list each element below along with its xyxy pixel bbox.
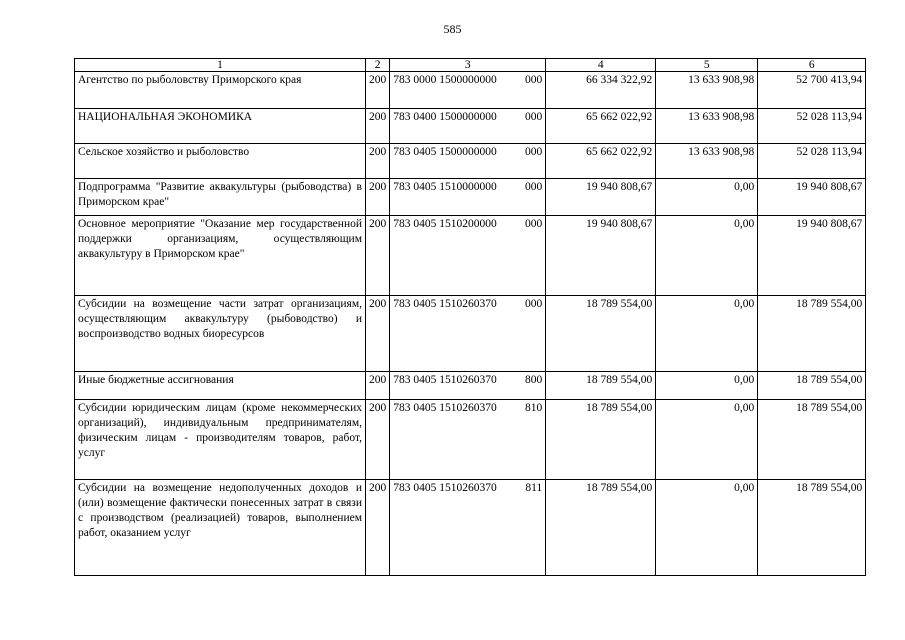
- row-amount-col6: 18 789 554,00: [758, 480, 866, 576]
- row-name: Иные бюджетные ассигнования: [75, 372, 366, 400]
- row-amount-col4: 66 334 322,92: [546, 72, 656, 109]
- row-classification-code: 783 0405 1510200000: [393, 218, 497, 230]
- row-budget-code: [390, 372, 546, 400]
- row-budget-code: [390, 216, 546, 296]
- row-expense-type: 000: [525, 218, 543, 230]
- row-amount-col5: 13 633 908,98: [656, 109, 758, 144]
- row-amount-col6: 52 028 113,94: [758, 144, 866, 179]
- row-name: Субсидии на возмещение недополученных доходов и (или) возмещение фактически понесенных затрат в связи с производством (реализацией) товаров, выполнением работ, оказанием услуг: [75, 480, 366, 576]
- table-row: [75, 72, 866, 109]
- row-name: НАЦИОНАЛЬНАЯ ЭКОНОМИКА: [75, 109, 366, 144]
- column-header-5: 5: [656, 59, 758, 72]
- row-amount-col6: 52 028 113,94: [758, 109, 866, 144]
- row-expense-type: 000: [525, 111, 543, 123]
- row-amount-col4: 19 940 808,67: [546, 179, 656, 216]
- row-name: Подпрограмма "Развитие аквакультуры (рыбоводства) в Приморском крае": [75, 179, 366, 216]
- row-name: Агентство по рыболовству Приморского края: [75, 72, 366, 109]
- row-code-200: 200: [366, 216, 390, 296]
- row-expense-type: 810: [525, 402, 543, 414]
- row-classification-code: 783 0405 1510260370: [393, 374, 497, 386]
- page-number: 585: [443, 22, 462, 36]
- row-amount-col5: 0,00: [656, 400, 758, 480]
- column-header-3: 3: [390, 59, 546, 72]
- row-expense-type: 000: [525, 74, 543, 86]
- row-amount-col5: 13 633 908,98: [656, 144, 758, 179]
- table-row: [75, 372, 866, 400]
- row-amount-col6: 19 940 808,67: [758, 179, 866, 216]
- row-code-200: 200: [366, 144, 390, 179]
- row-classification-code: 783 0405 1510260370: [393, 482, 497, 494]
- row-expense-type: 000: [525, 298, 543, 310]
- row-amount-col4: 19 940 808,67: [546, 216, 656, 296]
- table-row: [75, 179, 866, 216]
- column-header-4: 4: [546, 59, 656, 72]
- row-amount-col4: 65 662 022,92: [546, 144, 656, 179]
- row-budget-code: [390, 296, 546, 372]
- table-row: [75, 109, 866, 144]
- row-name: Субсидии на возмещение части затрат организациям, осуществляющим аквакультуру (рыбоводство) и воспроизводство водных биоресурсов: [75, 296, 366, 372]
- table-row: [75, 296, 866, 372]
- row-expense-type: 000: [525, 181, 543, 193]
- budget-table: [74, 58, 866, 576]
- column-header-6: 6: [758, 59, 866, 72]
- row-name: Основное мероприятие "Оказание мер государственной поддержки организациям, осуществляющим аквакультуру в Приморском крае": [75, 216, 366, 296]
- table-row: [75, 216, 866, 296]
- row-budget-code: [390, 400, 546, 480]
- row-code-200: 200: [366, 109, 390, 144]
- row-classification-code: 783 0405 1510260370: [393, 402, 497, 414]
- column-header-2: 2: [366, 59, 390, 72]
- row-classification-code: 783 0405 1500000000: [393, 146, 497, 158]
- row-code-200: 200: [366, 480, 390, 576]
- row-code-200: 200: [366, 72, 390, 109]
- row-budget-code: [390, 480, 546, 576]
- row-classification-code: 783 0000 1500000000: [393, 74, 497, 86]
- row-amount-col5: 0,00: [656, 179, 758, 216]
- table-row: [75, 480, 866, 576]
- column-header-1: 1: [75, 59, 366, 72]
- row-budget-code: [390, 109, 546, 144]
- row-expense-type: 811: [525, 482, 543, 494]
- row-amount-col4: 18 789 554,00: [546, 296, 656, 372]
- header-row: [75, 59, 866, 72]
- row-name: Сельское хозяйство и рыболовство: [75, 144, 366, 179]
- row-name: Субсидии юридическим лицам (кроме некоммерческих организаций), индивидуальным предпринимателям, физическим лицам - производителям товаров, работ, услуг: [75, 400, 366, 480]
- row-classification-code: 783 0405 1510000000: [393, 181, 497, 193]
- row-code-200: 200: [366, 400, 390, 480]
- row-code-200: 200: [366, 179, 390, 216]
- row-amount-col6: 18 789 554,00: [758, 400, 866, 480]
- row-budget-code: [390, 179, 546, 216]
- row-amount-col5: 0,00: [656, 372, 758, 400]
- row-amount-col4: 18 789 554,00: [546, 480, 656, 576]
- row-classification-code: 783 0405 1510260370: [393, 298, 497, 310]
- row-amount-col6: 52 700 413,94: [758, 72, 866, 109]
- row-amount-col5: 0,00: [656, 296, 758, 372]
- table-row: [75, 400, 866, 480]
- row-budget-code: [390, 144, 546, 179]
- table-row: [75, 144, 866, 179]
- row-expense-type: 000: [525, 146, 543, 158]
- row-code-200: 200: [366, 296, 390, 372]
- row-budget-code: [390, 72, 546, 109]
- row-amount-col5: 13 633 908,98: [656, 72, 758, 109]
- row-code-200: 200: [366, 372, 390, 400]
- row-amount-col4: 18 789 554,00: [546, 372, 656, 400]
- row-classification-code: 783 0400 1500000000: [393, 111, 497, 123]
- row-amount-col6: 19 940 808,67: [758, 216, 866, 296]
- row-amount-col6: 18 789 554,00: [758, 372, 866, 400]
- row-amount-col5: 0,00: [656, 216, 758, 296]
- row-amount-col4: 65 662 022,92: [546, 109, 656, 144]
- row-amount-col5: 0,00: [656, 480, 758, 576]
- row-expense-type: 800: [525, 374, 543, 386]
- row-amount-col4: 18 789 554,00: [546, 400, 656, 480]
- row-amount-col6: 18 789 554,00: [758, 296, 866, 372]
